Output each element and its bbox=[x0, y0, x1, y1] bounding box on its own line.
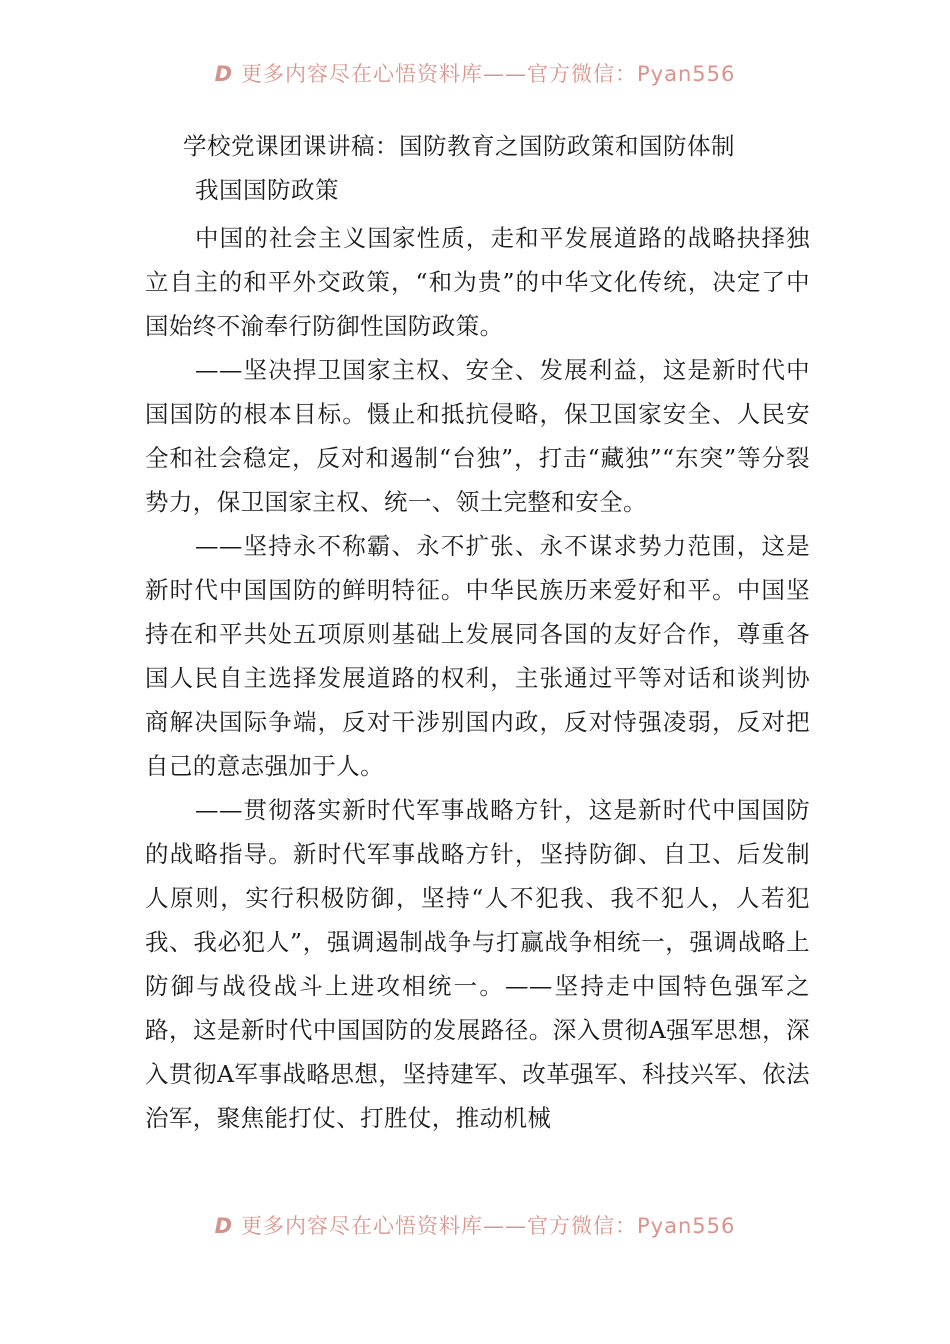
document-title: 学校党课团课讲稿：国防教育之国防政策和国防体制 bbox=[183, 132, 735, 160]
paragraph: ——坚持永不称霸、永不扩张、永不谋求势力范围，这是新时代中国国防的鲜明特征。中华民族历来爱好和平。中国坚持在和平共处五项原则基础上发展同各国的友好合作，尊重各国人民自主选择发展道路的权利，主张通过平等对话和谈判协商解决国际争端，反对干涉别国内政，反对恃强凌弱，反对把自己的意志强加于人。 bbox=[145, 532, 810, 780]
watermark-logo-icon: D bbox=[214, 1214, 234, 1238]
watermark-footer bbox=[0, 1210, 950, 1240]
watermark-text: 更多内容尽在心悟资料库——官方微信：Pyan556 bbox=[241, 62, 736, 86]
watermark-header bbox=[0, 58, 950, 88]
paragraph: ——坚决捍卫国家主权、安全、发展利益，这是新时代中国国防的根本目标。慑止和抵抗侵略，保卫国家安全、人民安全和社会稳定，反对和遏制“台独”，打击“藏独”“东突”等分裂势力，保卫国家主权、统一、领土完整和安全。 bbox=[145, 356, 810, 516]
watermark-text: 更多内容尽在心悟资料库——官方微信：Pyan556 bbox=[241, 1214, 736, 1238]
paragraph: 中国的社会主义国家性质，走和平发展道路的战略抉择独立自主的和平外交政策，“和为贵”的中华文化传统，决定了中国始终不渝奉行防御性国防政策。 bbox=[145, 224, 810, 340]
paragraph: ——贯彻落实新时代军事战略方针，这是新时代中国国防的战略指导。新时代军事战略方针，坚持防御、自卫、后发制人原则，实行积极防御，坚持“人不犯我、我不犯人，人若犯我、我必犯人”，强调遏制战争与打赢战争相统一，强调战略上防御与战役战斗上进攻相统一。——坚持走中国特色强军之路，这是新时代中国国防的发展路径。深入贯彻A强军思想，深入贯彻A军事战略思想，坚持建军、改革强军、科技兴军、依法治军，聚焦能打仗、打胜仗，推动机械 bbox=[145, 796, 810, 1132]
section-heading: 我国国防政策 bbox=[195, 176, 339, 204]
document-page bbox=[145, 128, 810, 1140]
watermark-logo-icon: D bbox=[214, 62, 234, 86]
